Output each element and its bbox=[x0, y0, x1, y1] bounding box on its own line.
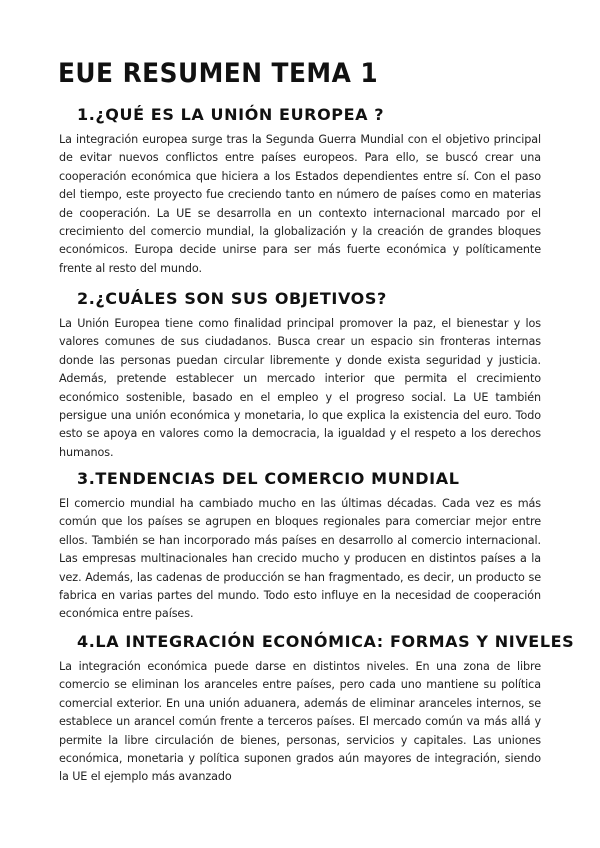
section-heading: 3.TENDENCIAS DEL COMERCIO MUNDIAL bbox=[77, 469, 460, 488]
document-title: EUE RESUMEN TEMA 1 bbox=[58, 58, 379, 89]
section-heading: 2.¿CUÁLES SON SUS OBJETIVOS? bbox=[77, 289, 387, 308]
section-paragraph: El comercio mundial ha cambiado mucho en las últimas décadas. Cada vez es más común que los países se agrupen en bloques regionales para comerciar mejor entre ellos. También se han incorporado más países en desarrollo al comercio internacional. Las empresas multinacionales han crecido mucho y producen en distintos países a la vez. Además, las cadenas de producción se han fragmentado, es decir, un producto se fabrica en varias partes del mundo. Todo esto influye en la necesidad de cooperación económica entre países. bbox=[59, 497, 541, 621]
section-paragraph: La integración económica puede darse en distintos niveles. En una zona de libre comercio se eliminan los aranceles entre países, pero cada uno mantiene su política comercial exterior. En una unión aduanera, además de eliminar aranceles internos, se establece un arancel común frente a terceros países. El mercado común va más allá y permite la libre circulación de bienes, personas, servicios y capitales. Las uniones económica, monetaria y política suponen grados aún mayores de integración, siendo la UE el ejemplo más avanzado bbox=[59, 660, 541, 784]
section-economic-integration bbox=[59, 630, 575, 787]
section-what-is-eu bbox=[59, 103, 541, 278]
section-paragraph: La Unión Europea tiene como finalidad principal promover la paz, el bienestar y los valores comunes de sus ciudadanos. Busca crear un espacio sin fronteras internas donde las personas puedan circular libremente y donde exista seguridad y justicia. Además, pretende establecer un mercado interior que permita el crecimiento económico sostenible, basado en el empleo y el progreso social. La UE también persigue una unión económica y monetaria, lo que explica la existencia del euro. Todo esto se apoya en valores como la democracia, la igualdad y el respeto a los derechos humanos. bbox=[59, 317, 541, 459]
section-heading: 1.¿QUÉ ES LA UNIÓN EUROPEA ? bbox=[77, 105, 385, 124]
section-world-trade-trends bbox=[59, 467, 541, 624]
section-paragraph: La integración europea surge tras la Segunda Guerra Mundial con el objetivo principal de evitar nuevos conflictos entre países europeos. Para ello, se buscó crear una cooperación económica que hiciera a los Estados dependientes entre sí. Con el paso del tiempo, este proyecto fue creciendo tanto en número de países como en materias de cooperación. La UE se desarrolla en un contexto internacional marcado por el crecimiento del comercio mundial, la globalización y la creación de grandes bloques económicos. Europa decide unirse para ser más fuerte económica y políticamente frente al resto del mundo. bbox=[59, 133, 541, 275]
section-heading: 4.LA INTEGRACIÓN ECONÓMICA: FORMAS Y NIVELES bbox=[77, 632, 575, 651]
section-objectives bbox=[59, 287, 541, 462]
